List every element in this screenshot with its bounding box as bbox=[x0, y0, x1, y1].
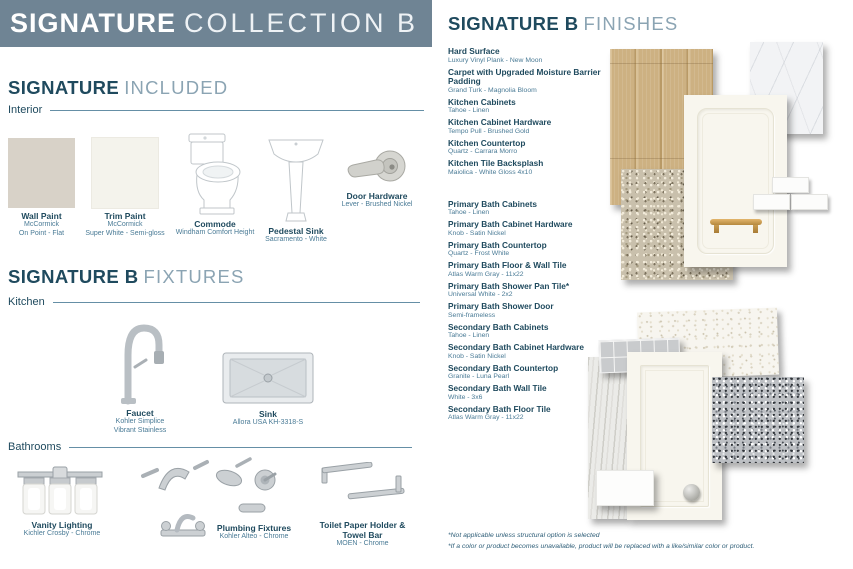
footnote: *Not applicable unless structural option is selected bbox=[448, 532, 600, 539]
faucet-image bbox=[90, 315, 190, 405]
page-title-light: COLLECTION B bbox=[184, 8, 419, 38]
footnote: *If a color or product becomes unavailable, product will be replaced with a like/similar color or product. bbox=[448, 543, 755, 550]
included-heading: SIGNATURE INCLUDED bbox=[8, 77, 229, 98]
finish-item: Kitchen Tile Backsplash Maiolica - White Gloss 4x10 bbox=[448, 158, 544, 176]
finish-item: Primary Bath Shower Door Semi-frameless bbox=[448, 301, 554, 319]
finish-item: Kitchen Cabinet Hardware Tempo Pull - Brushed Gold bbox=[448, 117, 552, 135]
fixtures-heading: SIGNATURE B FIXTURES bbox=[8, 266, 245, 287]
sink-image bbox=[218, 348, 318, 406]
item-pedestal-sink: Pedestal Sink Sacramento - White bbox=[256, 135, 336, 245]
kitchen-section-divider bbox=[8, 296, 420, 308]
commode-image bbox=[175, 132, 255, 216]
finishes-heading: SIGNATURE B FINISHES bbox=[448, 13, 679, 34]
header-banner bbox=[0, 0, 432, 47]
finish-item: Primary Bath Countertop Quartz - Frost White bbox=[448, 239, 547, 257]
finish-item: Primary Bath Cabinets Tahoe - Linen bbox=[448, 198, 537, 216]
swatch-backsplash-tile bbox=[772, 177, 809, 193]
finish-item: Secondary Bath Countertop Granite - Luna Pearl bbox=[448, 362, 559, 380]
item-kitchen-faucet: Faucet Kohler Simplice Vibrant Stainless bbox=[90, 315, 190, 435]
finish-item: Kitchen Countertop Quartz - Carrara Morro bbox=[448, 137, 526, 155]
swatch-backsplash-tile bbox=[791, 194, 828, 210]
divider-line bbox=[53, 302, 420, 303]
finish-item: Secondary Bath Wall Tile White - 3x6 bbox=[448, 383, 547, 401]
wall-paint-swatch bbox=[8, 138, 75, 208]
item-toilet-paper-holder: Toilet Paper Holder & Towel Bar MOEN - Chrome bbox=[319, 520, 406, 547]
item-trim-paint: Trim Paint McCormick Super White - Semi-gloss bbox=[85, 138, 165, 238]
finish-item: Carpet with Upgraded Moisture Barrier Padding Grand Turk - Magnolia Bloom bbox=[448, 66, 601, 94]
finish-item: Secondary Bath Cabinets Tahoe - Linen bbox=[448, 321, 549, 339]
item-vanity-lighting: Vanity Lighting Kichler Crosby - Chrome bbox=[23, 520, 101, 537]
toilet-paper-holder-image bbox=[318, 462, 408, 510]
kitchen-label: Kitchen bbox=[8, 296, 45, 308]
item-commode: Commode Windham Comfort Height bbox=[175, 132, 255, 238]
swatch-white-wall-tile-3x6 bbox=[596, 470, 654, 506]
finish-item: Hard Surface Luxury Vinyl Plank - New Moon bbox=[448, 46, 543, 64]
divider-line bbox=[50, 110, 424, 111]
finish-item: Primary Bath Shower Pan Tile* Universal White - 2x2 bbox=[448, 280, 570, 298]
bathrooms-label: Bathrooms bbox=[8, 441, 62, 453]
finish-item: Secondary Bath Cabinet Hardware Knob - Satin Nickel bbox=[448, 342, 585, 360]
finish-item: Primary Bath Cabinet Hardware Knob - Satin Nickel bbox=[448, 219, 573, 237]
item-plumbing-fixtures: Plumbing Fixtures Kohler Alteo - Chrome bbox=[216, 523, 292, 540]
door-lever-image bbox=[337, 146, 417, 188]
finishes-list bbox=[448, 47, 608, 425]
vanity-light-image bbox=[6, 464, 114, 517]
swatch-granite-luna-pearl bbox=[712, 377, 804, 463]
gold-cabinet-pull bbox=[710, 219, 762, 225]
finish-item: Kitchen Cabinets Tahoe - Linen bbox=[448, 96, 516, 114]
swatch-backsplash-tile bbox=[753, 194, 790, 210]
interior-section-divider bbox=[8, 104, 424, 116]
trim-paint-swatch bbox=[92, 138, 158, 208]
divider-line bbox=[69, 447, 412, 448]
item-door-hardware: Door Hardware Lever - Brushed Nickel bbox=[337, 146, 417, 210]
item-kitchen-sink: Sink Allora USA KH-3318-S bbox=[218, 348, 318, 428]
item-wall-paint: Wall Paint McCormick On Point - Flat bbox=[1, 138, 82, 238]
finish-item: Primary Bath Floor & Wall Tile Atlas Warm Gray - 11x22 bbox=[448, 260, 567, 278]
interior-label: Interior bbox=[8, 104, 43, 116]
page-title-bold: SIGNATURE bbox=[10, 8, 177, 38]
pedestal-sink-image bbox=[256, 135, 336, 223]
finish-item: Secondary Bath Floor Tile Atlas Warm Gray - 11x22 bbox=[448, 403, 551, 421]
satin-nickel-knob bbox=[683, 484, 700, 501]
